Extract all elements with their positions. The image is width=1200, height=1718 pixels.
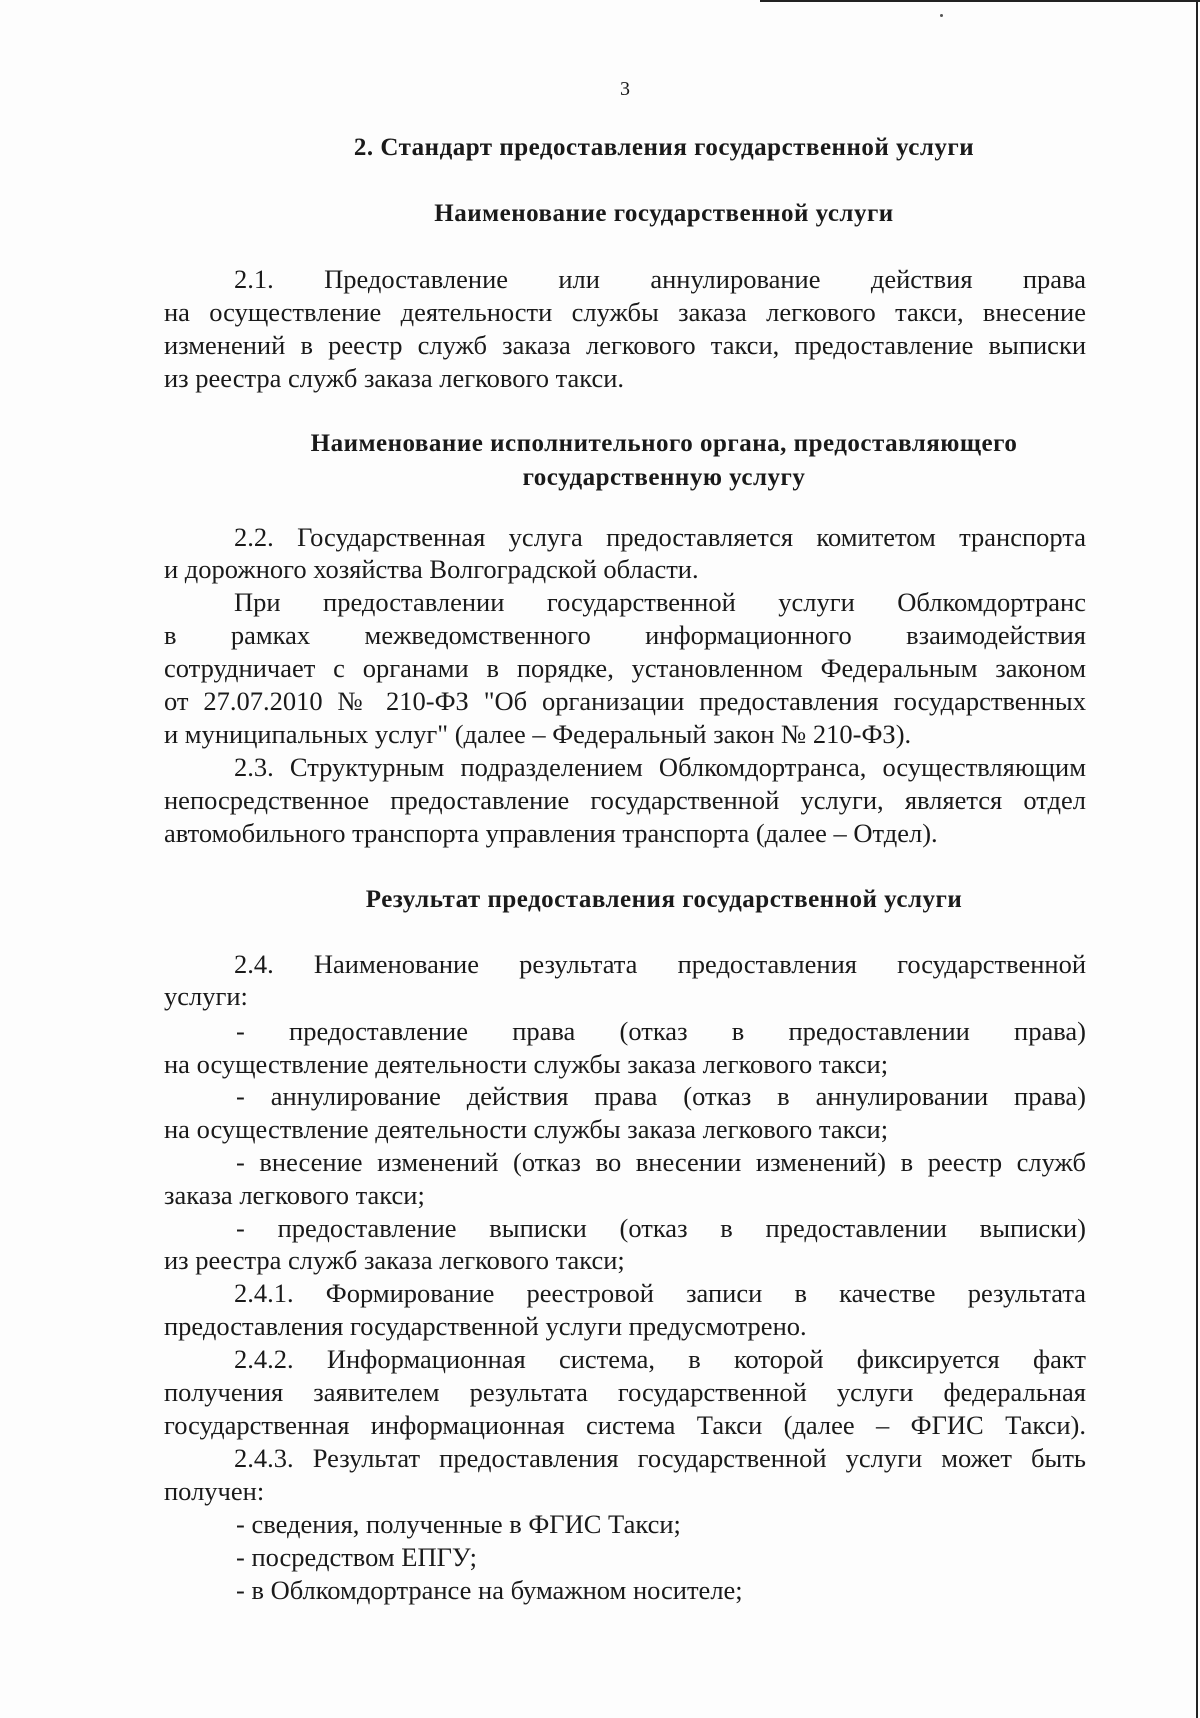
paragraph-line: на осуществление деятельности службы заказа легкового такси; [164, 1114, 889, 1144]
paragraph-line: 2.2. Государственная услуга предоставляется комитетом транспорта [234, 522, 1086, 552]
list-item-line: - аннулирование действия права (отказ в аннулировании права) [236, 1081, 1086, 1111]
list-item-line: - внесение изменений (отказ во внесении изменений) в реестр служб [236, 1147, 1086, 1177]
paragraph-line: 2.3. Структурным подразделением Облкомдортранса, осуществляющим [234, 752, 1086, 782]
authority-heading-line-2: государственную услугу [522, 464, 806, 491]
paragraph-line: получен: [164, 1476, 265, 1506]
paragraph-line: предоставления государственной услуги предусмотрено. [164, 1311, 807, 1341]
paragraph-line: При предоставлении государственной услуги Облкомдортранс [234, 587, 1086, 617]
paragraph-line: непосредственное предоставление государственной услуги, является отдел [164, 785, 1086, 815]
paragraph-line: изменений в реестр служб заказа легкового такси, предоставление выписки [164, 330, 1086, 360]
paragraph-line: на осуществление деятельности службы заказа легкового такси, внесение [164, 297, 1086, 327]
paragraph-line: заказа легкового такси; [164, 1180, 425, 1210]
list-item-line: - посредством ЕПГУ; [236, 1542, 478, 1572]
scan-edge-top [760, 0, 1200, 2]
list-item-line: - сведения, полученные в ФГИС Такси; [236, 1509, 681, 1539]
paragraph-line: и дорожного хозяйства Волгоградской области. [164, 554, 699, 584]
list-item-line: - предоставление выписки (отказ в предоставлении выписки) [236, 1213, 1086, 1243]
paragraph-line: из реестра служб заказа легкового такси. [164, 363, 625, 393]
page-number: 3 [620, 78, 630, 100]
paragraph-line: из реестра служб заказа легкового такси; [164, 1245, 625, 1275]
scan-speck [940, 14, 943, 17]
service-name-heading: Наименование государственной услуги [434, 200, 894, 227]
authority-heading-line-1: Наименование исполнительного органа, предоставляющего [310, 430, 1018, 457]
paragraph-line: 2.4.3. Результат предоставления государственной услуги может быть [234, 1443, 1086, 1473]
paragraph-line: услуги: [164, 981, 248, 1011]
paragraph-line: 2.1. Предоставление или аннулирование действия права [234, 264, 1086, 294]
paragraph-line: и муниципальных услуг" (далее – Федеральный закон № 210-ФЗ). [164, 719, 912, 749]
paragraph-line: от 27.07.2010 № 210-ФЗ "Об организации предоставления государственных [164, 686, 1086, 716]
scan-edge-right [1196, 0, 1198, 1718]
list-item-line: - в Облкомдортрансе на бумажном носителе; [236, 1575, 743, 1605]
section-heading: 2. Стандарт предоставления государственной услуги [353, 134, 975, 161]
paragraph-line: 2.4.2. Информационная система, в которой фиксируется факт [234, 1344, 1086, 1374]
paragraph-line: получения заявителем результата государственной услуги федеральная [164, 1377, 1086, 1407]
paragraph-line: государственная информационная система Такси (далее – ФГИС Такси). [164, 1410, 1086, 1440]
paragraph-line: 2.4. Наименование результата предоставления государственной [234, 949, 1086, 979]
paragraph-line: на осуществление деятельности службы заказа легкового такси; [164, 1049, 889, 1079]
result-heading: Результат предоставления государственной услуги [365, 886, 963, 913]
paragraph-line: сотрудничает с органами в порядке, установленном Федеральным законом [164, 653, 1086, 683]
list-item-line: - предоставление права (отказ в предоставлении права) [236, 1016, 1086, 1046]
paragraph-line: автомобильного транспорта управления транспорта (далее – Отдел). [164, 818, 938, 848]
paragraph-line: 2.4.1. Формирование реестровой записи в качестве результата [234, 1278, 1086, 1308]
paragraph-line: в рамках межведомственного информационного взаимодействия [164, 620, 1086, 650]
